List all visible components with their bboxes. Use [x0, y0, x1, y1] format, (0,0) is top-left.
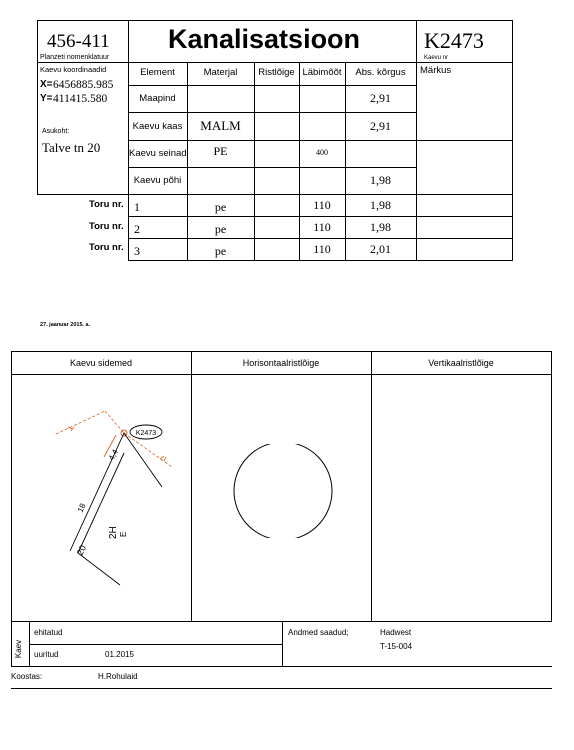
- pipe-1-num: 1: [134, 200, 140, 214]
- pipe-3-height: 2,01: [370, 241, 391, 256]
- col-horizontal-title: Horisontaalristlõige: [242, 358, 320, 368]
- document-date: 27. jaanuar 2015. a.: [40, 322, 91, 328]
- coords-label: Kaevu koordinaadid: [40, 65, 107, 74]
- row-maapind-element: Maapind: [139, 93, 176, 104]
- sketch-dim-2h: 2H: [108, 526, 119, 539]
- col-height: Abs. kõrgus: [355, 66, 406, 78]
- footer-data-from-label: Andmed saadud;: [288, 628, 349, 637]
- well-location-sketch: [12, 375, 191, 621]
- col-material: Materjal: [203, 66, 238, 78]
- x-label: X=: [40, 79, 53, 90]
- sketch-well-label: K2473: [135, 430, 157, 437]
- pipe-3-material: pe: [214, 243, 227, 258]
- col-cross: Ristlõige: [258, 66, 295, 78]
- pipe-2-num: 2: [134, 222, 140, 236]
- pipe-1-material: pe: [214, 199, 227, 214]
- pipe-1-diameter: 110: [313, 197, 331, 212]
- footer-built-label: ehitatud: [34, 628, 63, 637]
- row-seinad-material: PE: [213, 143, 228, 158]
- col-notes: Märkus: [420, 65, 452, 76]
- col-element: Element: [140, 66, 175, 78]
- row-pohi-element: Kaevu põhi: [133, 175, 182, 186]
- sketch-dim-4: 4,4: [106, 447, 120, 462]
- row-seinad-diameter: 400: [316, 147, 328, 157]
- pipe-1-label: Toru nr.: [89, 199, 124, 210]
- y-label: Y=: [40, 93, 53, 104]
- sketch-dim-e: E: [119, 531, 128, 537]
- well-id-label: Kaevu nr: [424, 55, 449, 61]
- col-sketch-title: Kaevu sidemed: [69, 358, 133, 368]
- row-pohi-height: 1,98: [370, 173, 391, 187]
- col-diameter: Läbimõõt: [302, 66, 342, 78]
- plan-code: 456-411: [47, 31, 110, 52]
- location-label: Asukoht:: [42, 128, 70, 135]
- footer-data-from-value: Hadwest: [380, 628, 412, 637]
- pipe-2-material: pe: [214, 221, 227, 236]
- pipe-2-height: 1,98: [370, 219, 391, 234]
- y-value: 411415.580: [53, 93, 108, 105]
- footer-surveyed-label: uuritud: [34, 650, 59, 659]
- pipe-3-label: Toru nr.: [89, 242, 124, 253]
- pipe-2-label: Toru nr.: [89, 221, 124, 232]
- row-kaas-element: Kaevu kaas: [132, 120, 183, 132]
- location-value: Talve tn 20: [42, 140, 101, 155]
- sketch-dim-20: 20: [74, 543, 89, 557]
- footer-compiled-label: Koostas:: [11, 672, 43, 681]
- page-title: Kanalisatsioon: [168, 24, 361, 54]
- row-kaas-height: 2,91: [370, 118, 391, 133]
- x-value: 6456885.985: [53, 79, 114, 91]
- sketch-dim-18: 18: [75, 501, 88, 514]
- pipe-2-diameter: 110: [313, 219, 331, 234]
- pipe-3-diameter: 110: [313, 241, 331, 256]
- row-seinad-element: Kaevu seinad: [129, 148, 187, 159]
- footer-data-from-code: T-15-004: [380, 642, 413, 651]
- horizontal-section-circle: [232, 444, 334, 538]
- footer-surveyed-value: 01.2015: [105, 650, 134, 659]
- col-vertical-title: Vertikaalristlõige: [428, 358, 494, 368]
- pipe-3-num: 3: [134, 244, 140, 258]
- footer-side-label: Kaev: [14, 639, 23, 659]
- plan-code-label: Planzeti nomenklatuur: [40, 54, 110, 61]
- pipe-1-height: 1,98: [370, 197, 391, 212]
- footer-compiled-value: H.Rohulaid: [98, 672, 138, 681]
- well-id: K2473: [424, 28, 484, 53]
- row-kaas-material: MALM: [200, 118, 241, 133]
- row-maapind-height: 2,91: [370, 91, 391, 105]
